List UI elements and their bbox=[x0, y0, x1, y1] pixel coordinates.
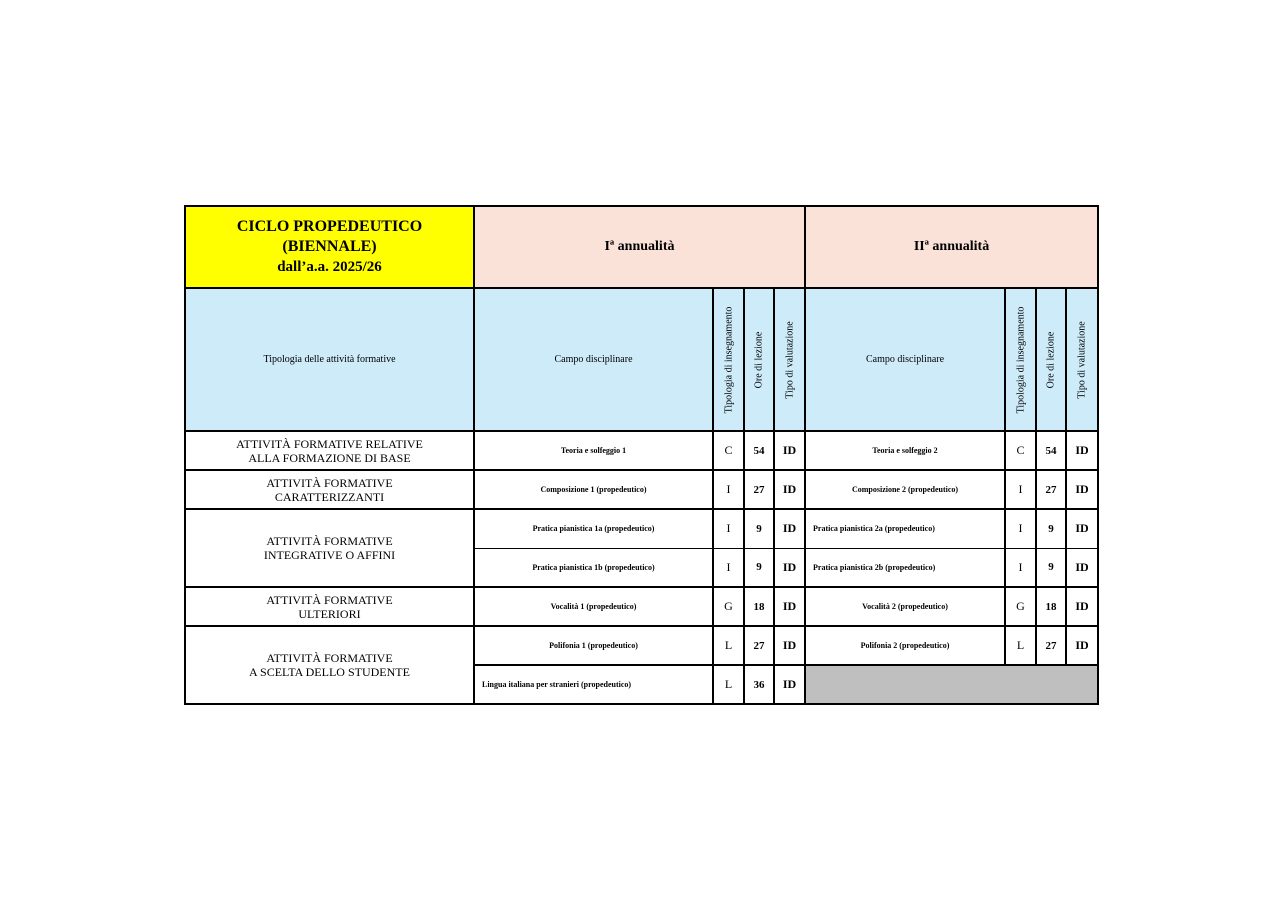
subject-y2: Pratica pianistica 2a (propedeutico) bbox=[805, 509, 1005, 548]
subject-y1: Vocalità 1 (propedeutico) bbox=[474, 587, 713, 626]
table-row bbox=[185, 587, 1098, 626]
type-y2: G bbox=[1005, 587, 1036, 626]
col-ore-y1 bbox=[744, 288, 774, 431]
type-y2: L bbox=[1005, 626, 1036, 665]
hours-y1: 36 bbox=[744, 665, 774, 704]
subject-y1: Pratica pianistica 1b (propedeutico) bbox=[474, 548, 713, 587]
eval-y2: ID bbox=[1066, 470, 1098, 509]
subject-y2: Polifonia 2 (propedeutico) bbox=[805, 626, 1005, 665]
empty-cell bbox=[805, 665, 1098, 704]
year-1-header: Iª annualità bbox=[474, 206, 805, 288]
hours-y1: 27 bbox=[744, 626, 774, 665]
hours-y1: 9 bbox=[744, 548, 774, 587]
eval-y2: ID bbox=[1066, 626, 1098, 665]
eval-y2: ID bbox=[1066, 548, 1098, 587]
category-line: INTEGRATIVE O AFFINI bbox=[263, 548, 396, 562]
category-line: CARATTERIZZANTI bbox=[274, 489, 385, 504]
col-valutazione-label: Tipo di valutazione bbox=[1076, 320, 1088, 399]
type-y1: C bbox=[713, 431, 744, 470]
curriculum-table bbox=[184, 205, 1099, 705]
col-campo-y1: Campo disciplinare bbox=[474, 288, 713, 431]
category-line: ALLA FORMAZIONE DI BASE bbox=[248, 450, 411, 465]
program-title bbox=[185, 206, 474, 288]
hours-y2: 27 bbox=[1036, 470, 1066, 509]
hours-y2: 54 bbox=[1036, 431, 1066, 470]
eval-y2: ID bbox=[1066, 431, 1098, 470]
title-line-2: (BIENNALE) bbox=[282, 238, 377, 255]
category-scelta bbox=[185, 626, 474, 704]
year-2-header: IIª annualità bbox=[805, 206, 1098, 288]
eval-y1: ID bbox=[774, 431, 805, 470]
subject-y2: Vocalità 2 (propedeutico) bbox=[805, 587, 1005, 626]
category-line: ATTIVITÀ FORMATIVE bbox=[266, 592, 393, 607]
col-ore-label: Ore di lezione bbox=[1045, 331, 1057, 388]
category-line: ATTIVITÀ FORMATIVE bbox=[266, 534, 393, 548]
category-line: ATTIVITÀ FORMATIVE bbox=[266, 651, 393, 665]
category-line: ATTIVITÀ FORMATIVE RELATIVE bbox=[236, 436, 423, 451]
type-y1: L bbox=[713, 665, 744, 704]
subject-y1: Polifonia 1 (propedeutico) bbox=[474, 626, 713, 665]
subject-y2: Pratica pianistica 2b (propedeutico) bbox=[805, 548, 1005, 587]
category-caratterizzanti bbox=[185, 470, 474, 509]
eval-y1: ID bbox=[774, 470, 805, 509]
category-integrative bbox=[185, 509, 474, 587]
col-tipologia-insegnamento-y1 bbox=[713, 288, 744, 431]
hours-y2: 9 bbox=[1036, 548, 1066, 587]
type-y2: I bbox=[1005, 548, 1036, 587]
hours-y2: 9 bbox=[1036, 509, 1066, 548]
col-valutazione-y1 bbox=[774, 288, 805, 431]
subject-y2: Composizione 2 (propedeutico) bbox=[805, 470, 1005, 509]
col-tipologia-insegnamento-label: Tipologia di insegnamento bbox=[1015, 306, 1027, 413]
type-y1: I bbox=[713, 548, 744, 587]
category-line: ULTERIORI bbox=[298, 606, 361, 621]
title-line-3: dall’a.a. 2025/26 bbox=[277, 259, 382, 275]
eval-y2: ID bbox=[1066, 587, 1098, 626]
col-tipologia-insegnamento-label: Tipologia di insegnamento bbox=[723, 306, 734, 413]
col-campo-y2: Campo disciplinare bbox=[805, 288, 1005, 431]
subject-y1: Lingua italiana per stranieri (propedeutico) bbox=[474, 665, 713, 704]
type-y2: C bbox=[1005, 431, 1036, 470]
category-line: ATTIVITÀ FORMATIVE bbox=[266, 475, 393, 490]
category-base bbox=[185, 431, 474, 470]
eval-y1: ID bbox=[774, 548, 805, 587]
type-y1: G bbox=[713, 587, 744, 626]
table-row bbox=[185, 431, 1098, 470]
hours-y1: 18 bbox=[744, 587, 774, 626]
subject-y1: Composizione 1 (propedeutico) bbox=[474, 470, 713, 509]
eval-y2: ID bbox=[1066, 509, 1098, 548]
col-ore-label: Ore di lezione bbox=[753, 331, 765, 388]
col-tipologia-insegnamento-y2 bbox=[1005, 288, 1036, 431]
subject-y2: Teoria e solfeggio 2 bbox=[805, 431, 1005, 470]
table-row bbox=[185, 509, 1098, 548]
eval-y1: ID bbox=[774, 665, 805, 704]
type-y1: I bbox=[713, 470, 744, 509]
col-valutazione-y2 bbox=[1066, 288, 1098, 431]
eval-y1: ID bbox=[774, 587, 805, 626]
eval-y1: ID bbox=[774, 626, 805, 665]
table-row bbox=[185, 626, 1098, 665]
category-line: A SCELTA DELLO STUDENTE bbox=[249, 665, 410, 679]
hours-y1: 27 bbox=[744, 470, 774, 509]
type-y1: I bbox=[713, 509, 744, 548]
eval-y1: ID bbox=[774, 509, 805, 548]
table-row bbox=[185, 470, 1098, 509]
hours-y2: 27 bbox=[1036, 626, 1066, 665]
subject-y1: Pratica pianistica 1a (propedeutico) bbox=[474, 509, 713, 548]
type-y1: L bbox=[713, 626, 744, 665]
subject-y1: Teoria e solfeggio 1 bbox=[474, 431, 713, 470]
col-tipologia-attivita: Tipologia delle attività formative bbox=[185, 288, 474, 431]
type-y2: I bbox=[1005, 509, 1036, 548]
col-ore-y2 bbox=[1036, 288, 1066, 431]
col-valutazione-label: Tipo di valutazione bbox=[784, 320, 795, 399]
hours-y2: 18 bbox=[1036, 587, 1066, 626]
title-line-1: CICLO PROPEDEUTICO bbox=[236, 218, 423, 235]
hours-y1: 54 bbox=[744, 431, 774, 470]
type-y2: I bbox=[1005, 470, 1036, 509]
hours-y1: 9 bbox=[744, 509, 774, 548]
category-ulteriori bbox=[185, 587, 474, 626]
